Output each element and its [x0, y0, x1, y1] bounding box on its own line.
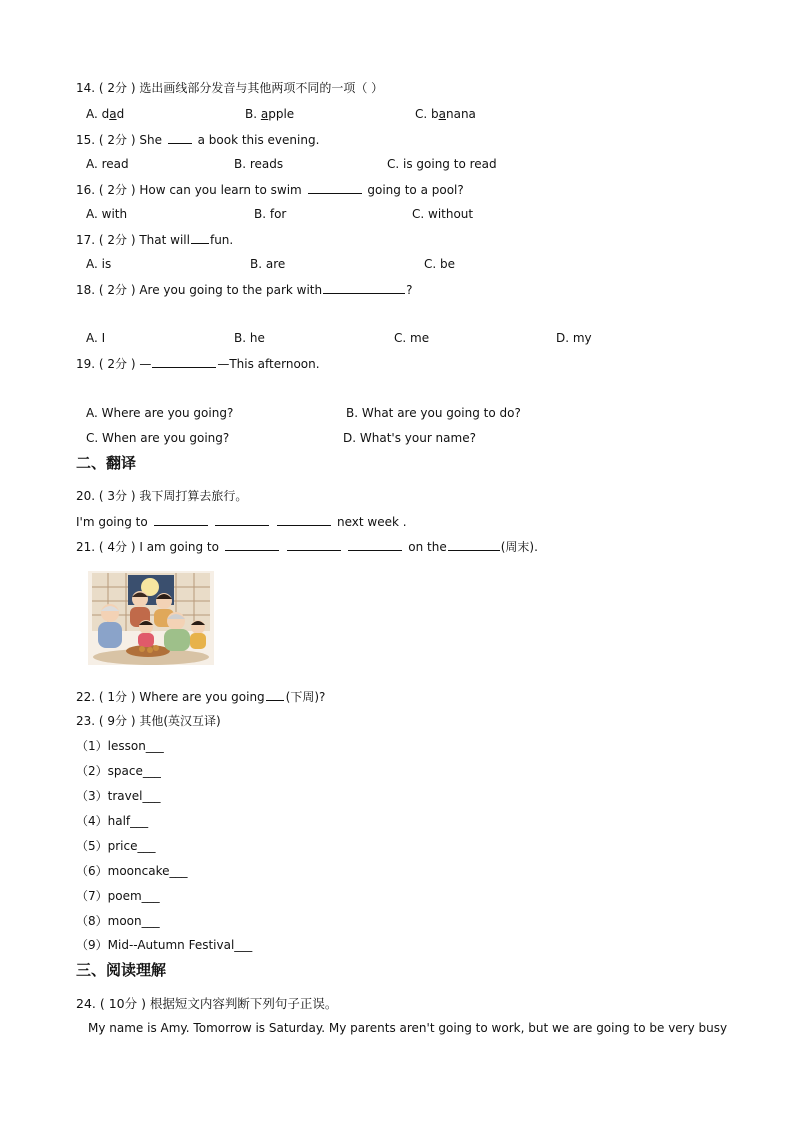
q18-option-a[interactable]: A. I	[86, 331, 106, 345]
q20-answer-line: I'm going to next week .	[76, 515, 407, 529]
q20-stem: 20. ( 3分 ) 我下周打算去旅行。	[76, 489, 248, 503]
section-3-title: 三、阅读理解	[76, 961, 167, 979]
q14-option-a[interactable]: A. dad	[86, 107, 125, 121]
q16-option-c[interactable]: C. without	[412, 207, 474, 221]
q23-item-1[interactable]: （1）lesson___	[76, 739, 164, 753]
q24-passage: My name is Amy. Tomorrow is Saturday. My parents aren't going to work, but we are going to be very busy	[88, 1021, 728, 1035]
q17-option-b[interactable]: B. are	[250, 257, 286, 271]
q14-option-c[interactable]: C. banana	[415, 107, 476, 121]
q18-option-b[interactable]: B. he	[234, 331, 265, 345]
q16-stem: 16. ( 2分 ) How can you learn to swim going to a pool?	[76, 183, 464, 197]
q18-option-c[interactable]: C. me	[394, 331, 430, 345]
q17-blank[interactable]	[191, 231, 209, 244]
q21-blank-3[interactable]	[348, 538, 402, 551]
q23-item-4[interactable]: （4）half___	[76, 814, 149, 828]
q20-blank-2[interactable]	[215, 513, 269, 526]
q21-blank-1[interactable]	[225, 538, 279, 551]
q19-option-c[interactable]: C. When are you going?	[86, 431, 230, 445]
q19-stem: 19. ( 2分 ) — —This afternoon.	[76, 357, 320, 371]
q15-option-b[interactable]: B. reads	[234, 157, 284, 171]
q23-item-7[interactable]: （7）poem___	[76, 889, 160, 903]
q18-option-d[interactable]: D. my	[556, 331, 592, 345]
q16-option-a[interactable]: A. with	[86, 207, 128, 221]
q20-blank-1[interactable]	[154, 513, 208, 526]
q19-option-b[interactable]: B. What are you going to do?	[346, 406, 521, 420]
q21-blank-4[interactable]	[448, 538, 500, 551]
q23-stem: 23. ( 9分 ) 其他(英汉互译)	[76, 714, 221, 728]
q21-stem: 21. ( 4分 ) I am going to on the (周末).	[76, 540, 538, 554]
q24-stem: 24. ( 10分 ) 根据短文内容判断下列句子正误。	[76, 996, 338, 1011]
q19-blank[interactable]	[152, 355, 216, 368]
q22-blank[interactable]	[266, 688, 284, 701]
q23-item-9[interactable]: （9）Mid--Autumn Festival___	[76, 938, 253, 952]
q15-option-c[interactable]: C. is going to read	[387, 157, 497, 171]
q23-item-2[interactable]: （2）space___	[76, 764, 161, 778]
q23-item-6[interactable]: （6）mooncake___	[76, 864, 188, 878]
q20-blank-3[interactable]	[277, 513, 331, 526]
q22-stem: 22. ( 1分 ) Where are you going (下周)?	[76, 690, 326, 704]
section-2-title: 二、翻译	[76, 454, 137, 472]
q15-stem: 15. ( 2分 ) She a book this evening.	[76, 133, 320, 147]
q17-stem: 17. ( 2分 ) That will fun.	[76, 233, 234, 247]
q15-blank[interactable]	[168, 131, 192, 144]
q23-item-5[interactable]: （5）price___	[76, 839, 156, 853]
q18-stem: 18. ( 2分 ) Are you going to the park with ?	[76, 283, 413, 297]
q15-option-a[interactable]: A. read	[86, 157, 129, 171]
q19-option-a[interactable]: A. Where are you going?	[86, 406, 234, 420]
q14-stem: 14. ( 2分 ) 选出画线部分发音与其他两项不同的一项（ ）	[76, 81, 384, 95]
family-mooncake-illustration	[88, 571, 214, 665]
q21-blank-2[interactable]	[287, 538, 341, 551]
q23-item-3[interactable]: （3）travel___	[76, 789, 161, 803]
q16-blank[interactable]	[308, 181, 362, 194]
q18-blank[interactable]	[323, 281, 405, 294]
q17-option-c[interactable]: C. be	[424, 257, 456, 271]
q19-option-d[interactable]: D. What's your name?	[343, 431, 476, 445]
q14-option-b[interactable]: B. apple	[245, 107, 295, 121]
q16-option-b[interactable]: B. for	[254, 207, 287, 221]
q17-option-a[interactable]: A. is	[86, 257, 112, 271]
q23-item-8[interactable]: （8）moon___	[76, 914, 160, 928]
